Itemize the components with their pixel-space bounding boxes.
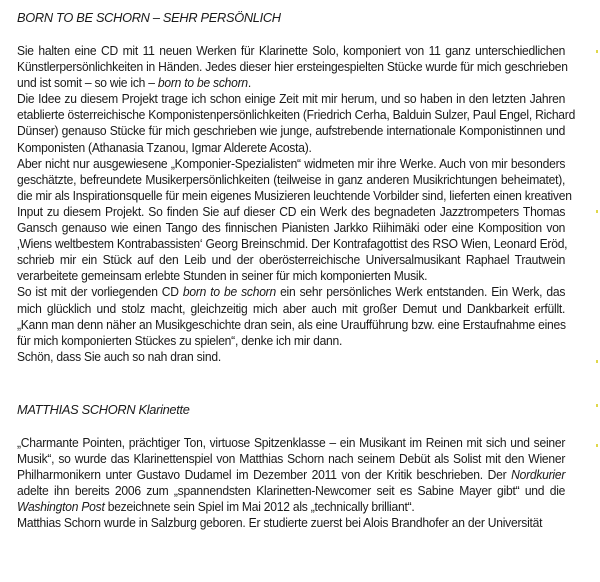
- text-line: adelte ihn bereits 2006 zum „spannendsten Klarinetten-Newcomer seit es Sabine Mayer gibt“ und die: [17, 484, 566, 499]
- text-line: schrieb mir ein Stück auf den Leib und der oberösterreichische Universalmusikant Raphael Trautwein: [17, 253, 566, 268]
- section-heading-born-to-be-schorn: BORN TO BE SCHORN – SEHR PERSÖNLICH: [17, 10, 281, 25]
- text-line: Schön, dass Sie auch so nah dran sind.: [17, 349, 221, 364]
- text-line: Dünser) genauso Stücke für mich geschrieben wie junge, aufstrebende internationale Komponistinnen und: [17, 124, 566, 139]
- section-heading-matthias-schorn: [17, 402, 190, 417]
- text-line: [17, 284, 565, 300]
- paragraph-biography: [17, 515, 565, 531]
- text-line: Gansch genauso wie einen Tango des finnischen Pianisten Jarkko Riihimäki oder eine Komposition von: [17, 221, 566, 236]
- cd-title-italic: born to be schorn: [157, 76, 248, 91]
- text-line: Komponisten (Athanasia Tzanou, Igmar Alderete Acosta).: [17, 140, 312, 155]
- text-run: .: [247, 76, 252, 91]
- paragraph-personal-work: [17, 284, 565, 364]
- paragraph-intro: [17, 43, 568, 91]
- publication-italic: Washington Post: [17, 500, 105, 515]
- text-run: und ist somit – so wie ich –: [17, 76, 158, 91]
- text-line: etablierte österreichische Komponistenpersönlichkeiten (Friedrich Cerha, Balduin Sulzer, Paul Engel, Richard: [17, 108, 576, 123]
- text-line: „Kann man denn näher an Musikgeschichte dran sein, als eine Uraufführung bzw. eine Erstaufnahme eines: [17, 317, 566, 332]
- section-born-to-be-schorn-body: [17, 43, 576, 365]
- heading-text: MATTHIAS SCHORN Klarinette: [17, 402, 190, 417]
- paragraph-critics: [17, 435, 565, 515]
- text-line: Matthias Schorn wurde in Salzburg geboren. Er studierte zuerst bei Alois Brandhofer an der Universität: [17, 516, 543, 531]
- text-line: [17, 467, 565, 483]
- text-line: Musik“, so wurde das Klarinettenspiel von Matthias Schorn nach seinem Debüt als Solist mit den Wiener: [17, 452, 566, 467]
- text-line: die mir als Inspirationsquelle für mein eigenes Musizieren leuchtende Vorbilder sind, lieferten einen kreativen: [17, 188, 572, 203]
- scan-artifact: [596, 444, 598, 447]
- text-run: bezeichnete sein Spiel im Mai 2012 als „technically brilliant“.: [104, 500, 415, 515]
- text-line: Aber nicht nur ausgewiesene „Komponier-Spezialisten“ widmeten mir ihre Werke. Auch von mir besonders: [17, 156, 566, 171]
- text-line: [17, 499, 565, 515]
- text-line: geschätzte, befreundete Musikerpersönlichkeiten (teilweise in ganz anderen Musikrichtungen beheimatet),: [17, 172, 566, 187]
- paragraph-specialists: [17, 156, 572, 285]
- paragraph-idea: [17, 91, 576, 155]
- text-line: [17, 75, 565, 91]
- text-line: „Charmante Pointen, prächtiger Ton, virtuose Spitzenklasse – ein Musikant im Reinen mit sich und seiner: [17, 436, 566, 450]
- text-run: Philharmonikern unter Gustavo Dudamel im Dezember 2011 von der Kritik beschrieben. Der: [17, 468, 512, 483]
- scan-artifact: [596, 210, 598, 213]
- text-run: ein sehr persönliches Werk entstanden. Ein Werk, das: [275, 285, 566, 300]
- scan-artifact: [596, 360, 598, 363]
- text-line: für mich komponierten Stückes zu spielen“, denke ich mir dann.: [17, 333, 343, 348]
- text-line: verarbeitete gemeinsam erlebte Stunden in seiner für mich komponierten Musik.: [17, 269, 428, 284]
- text-line: Künstlerpersönlichkeiten in Händen. Jedes dieser hier ersteingespielten Stücke wurde für mich geschrieben: [17, 60, 568, 75]
- text-line: ‚Wiens weltbestem Kontrabassisten‘ Georg Breinschmid. Der Kontrafagottist des RSO Wien, Leonard Eröd,: [17, 237, 568, 252]
- scan-artifact: [596, 404, 598, 407]
- cd-title-italic: born to be schorn: [182, 285, 276, 300]
- publication-italic: Nordkurier: [511, 468, 566, 483]
- text-line: Die Idee zu diesem Projekt trage ich schon einige Zeit mit mir herum, und so haben in den letzten Jahren: [17, 92, 566, 107]
- text-line: mich glücklich und stolz macht, gleichzeitig mich aber auch mit großer Demut und Dankbarkeit erfüllt.: [17, 301, 566, 316]
- section-matthias-schorn-body: [17, 435, 565, 532]
- text-line: Input zu diesem Projekt. So finden Sie auf dieser CD ein Werk des begnadeten Jazztrompeters Thomas: [17, 204, 566, 219]
- text-line: Sie halten eine CD mit 11 neuen Werken für Klarinette Solo, komponiert von 11 ganz unterschiedlichen: [17, 44, 566, 58]
- scan-artifact: [596, 50, 598, 53]
- text-run: So ist mit der vorliegenden CD: [17, 285, 183, 300]
